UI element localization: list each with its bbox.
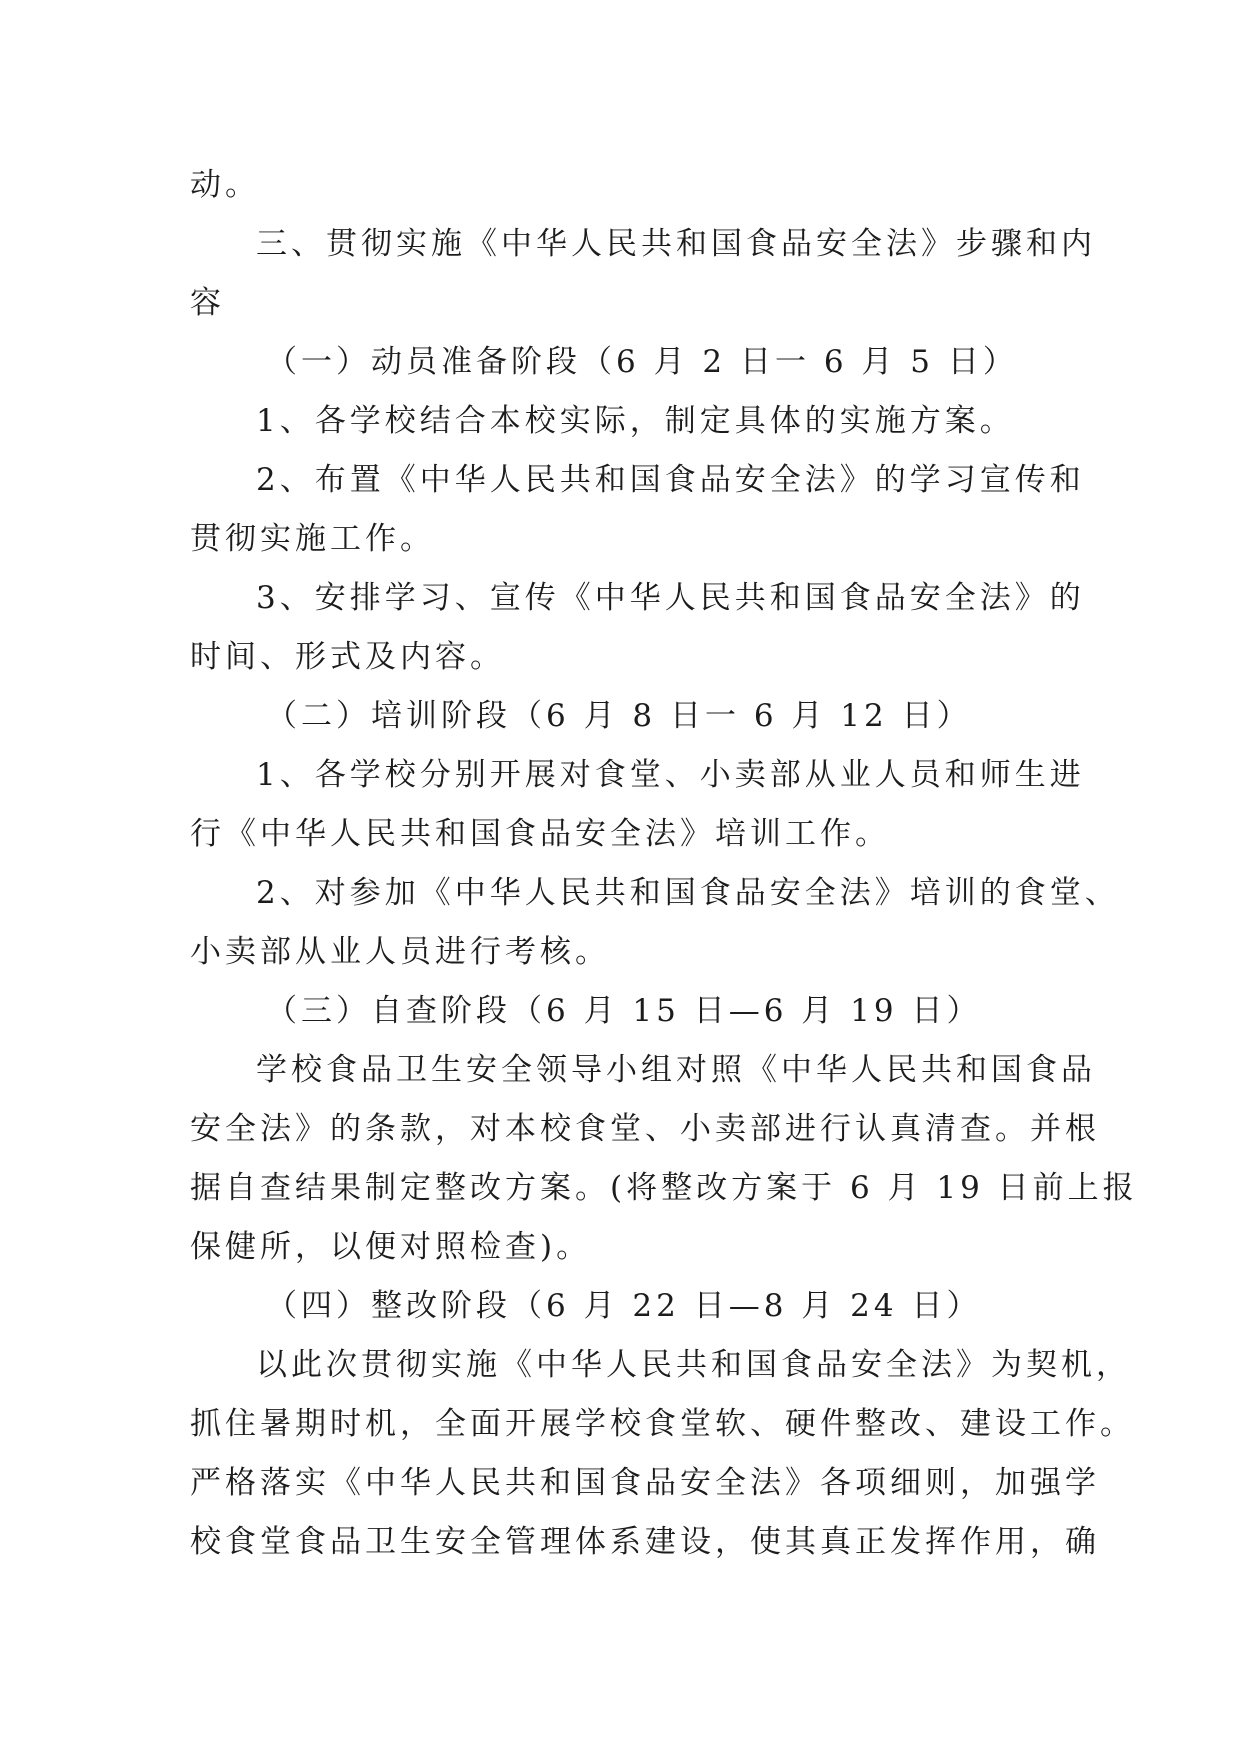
subsection-heading: （三）自查阶段（6 月 15 日—6 月 19 日） xyxy=(266,993,982,1029)
paragraph-line: 时间、形式及内容。 xyxy=(190,639,505,675)
subsection-heading: （四）整改阶段（6 月 22 日—8 月 24 日） xyxy=(266,1288,982,1324)
subsection-heading: （一）动员准备阶段（6 月 2 日一 6 月 5 日） xyxy=(266,344,1018,380)
paragraph-line: 容 xyxy=(190,285,225,321)
paragraph-line: 保健所，以便对照检查)。 xyxy=(190,1229,592,1265)
paragraph-line: 学校食品卫生安全领导小组对照《中华人民共和国食品 xyxy=(256,1052,1096,1088)
paragraph-line: 严格落实《中华人民共和国食品安全法》各项细则，加强学 xyxy=(190,1465,1100,1501)
list-item: 1、各学校结合本校实际，制定具体的实施方案。 xyxy=(256,403,1015,439)
paragraph-line: 行《中华人民共和国食品安全法》培训工作。 xyxy=(190,816,890,852)
paragraph-line: 动。 xyxy=(190,167,260,203)
paragraph-line: 安全法》的条款，对本校食堂、小卖部进行认真清查。并根 xyxy=(190,1111,1100,1147)
list-item: 2、布置《中华人民共和国食品安全法》的学习宣传和 xyxy=(256,462,1085,498)
paragraph-line: 以此次贯彻实施《中华人民共和国食品安全法》为契机， xyxy=(256,1347,1131,1383)
list-item: 3、安排学习、宣传《中华人民共和国食品安全法》的 xyxy=(256,580,1085,616)
subsection-heading: （二）培训阶段（6 月 8 日一 6 月 12 日） xyxy=(266,698,972,734)
document-body xyxy=(190,156,1138,1572)
list-item: 2、对参加《中华人民共和国食品安全法》培训的食堂、 xyxy=(256,875,1120,911)
paragraph-line: 贯彻实施工作。 xyxy=(190,521,435,557)
paragraph-line: 抓住暑期时机，全面开展学校食堂软、硬件整改、建设工作。 xyxy=(190,1406,1135,1442)
paragraph-line: 据自查结果制定整改方案。(将整改方案于 6 月 19 日前上报 xyxy=(190,1170,1138,1206)
list-item: 1、各学校分别开展对食堂、小卖部从业人员和师生进 xyxy=(256,757,1085,793)
section-heading: 三、贯彻实施《中华人民共和国食品安全法》步骤和内 xyxy=(256,226,1096,262)
paragraph-line: 小卖部从业人员进行考核。 xyxy=(190,934,610,970)
paragraph-line: 校食堂食品卫生安全管理体系建设，使其真正发挥作用，确 xyxy=(190,1524,1100,1560)
